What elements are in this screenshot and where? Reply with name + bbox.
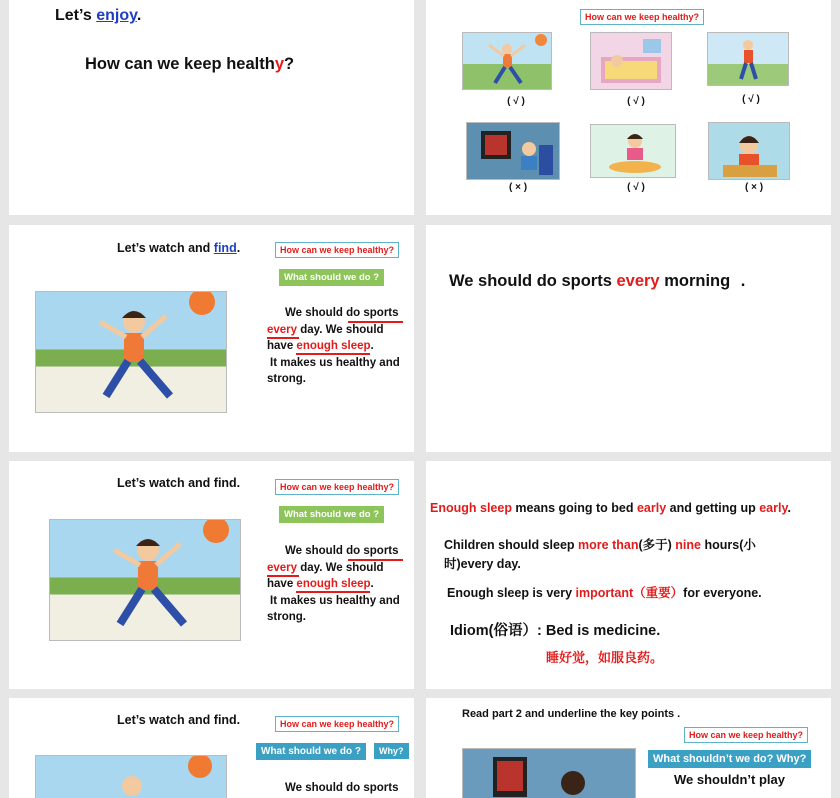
slide-2 [426,0,831,215]
mark-4: ( × ) [508,182,528,193]
boy-exercise-picture [35,291,227,413]
question-text: How can we keep health [85,55,275,73]
boy-computer-icon [467,123,559,179]
slide5-title: Let’s watch and find. [117,476,241,490]
underline-every [267,337,299,339]
boy-exercising-icon [36,756,226,798]
mark-5: ( √ ) [627,182,645,193]
lets-watch-text: Let’s watch and [117,241,211,255]
healthy-tag: How can we keep healthy? [580,9,704,25]
slide-7 [9,698,414,798]
boy-exercise-picture [49,519,241,641]
why-box: Why? [374,743,409,759]
every-day-line: 时)every day. [444,557,521,571]
children-sleep-line: Children should sleep more than(多于) nine hours(小 [444,538,756,552]
underline-do-sports [348,321,403,323]
thumb-exercise [462,32,552,90]
underline-enough-sleep [296,591,370,593]
every-word: every [616,272,660,290]
mark-3: ( √ ) [742,94,760,105]
boy-exercising-icon [50,520,240,640]
what-should-box: What should we do ? [279,269,384,286]
computer-picture-cropped [462,748,636,798]
slide3-title [117,241,240,255]
read-part-instruction: Read part 2 and underline the key points . [462,708,681,720]
idiom-chinese: 睡好觉，如服良药。 [546,650,664,665]
slide5-paragraph: We should do sports every day. We should have enough sleep. It makes us healthy and strong. [267,545,400,623]
slide7-title: Let’s watch and find. [117,713,241,727]
slide-1 [9,0,414,215]
slide3-paragraph: We should do sports every day. We should have enough sleep. It makes us healthy and strong. [267,307,400,385]
thumb-junkfood [708,122,790,180]
slide-8 [426,698,831,798]
healthy-tag: How can we keep healthy? [275,242,399,258]
sleeping-child-icon [591,33,671,89]
boy-exercise-picture-cropped [35,755,227,798]
boy-computer-icon [463,749,635,798]
thumb-computer [466,122,560,180]
shouldnt-play-line: We shouldn’t play [674,772,785,787]
what-should-box: What should we do ? [279,506,384,523]
slide-3 [9,225,414,452]
healthy-tag: How can we keep healthy? [275,479,399,495]
healthy-tag: How can we keep healthy? [684,727,808,743]
lets-text: Let’s [55,7,92,24]
girl-junkfood-icon [709,123,789,179]
thumb-sleep [590,32,672,90]
girl-eating-icon [591,125,675,177]
mark-6: ( × ) [744,182,764,193]
slide-4 [426,225,831,452]
mark-2: ( √ ) [627,96,645,107]
underline-do-sports [348,559,403,561]
dot: . [236,241,241,255]
morning-word: morning [664,272,731,290]
underline-enough-sleep [296,353,370,355]
dot: . [136,7,142,24]
running-boy-icon [708,33,788,85]
slide-5 [9,461,414,689]
dot: . [740,272,746,290]
idiom-line: Idiom(俗语）: Bed is medicine. [450,623,661,639]
find-link[interactable]: find [213,241,237,255]
important-line: Enough sleep is very important（重要）for everyone. [447,586,762,600]
main-question [85,55,294,74]
healthy-tag: How can we keep healthy? [275,716,399,732]
enough-sleep-line: Enough sleep means going to bed early and getting up early. [430,501,791,515]
mark-1: ( √ ) [507,96,525,107]
every-morning-sentence [449,272,745,291]
lets-enjoy-title [55,7,141,25]
question-y: y [274,55,284,73]
thumb-eating [590,124,676,178]
underline-every [267,575,299,577]
what-should-box: What should we do ? [256,743,366,760]
slide-6 [426,461,831,689]
question-mark: ? [284,55,295,73]
boy-exercising-icon [463,33,551,89]
what-shouldnt-box: What shouldn’t we do? Why? [648,750,811,768]
thumb-running [707,32,789,86]
slide7-paragraph: We should do sports [285,782,399,794]
boy-exercising-icon [36,292,226,412]
sentence-start: We should do sports [449,272,612,290]
enjoy-link[interactable]: enjoy [96,7,137,24]
